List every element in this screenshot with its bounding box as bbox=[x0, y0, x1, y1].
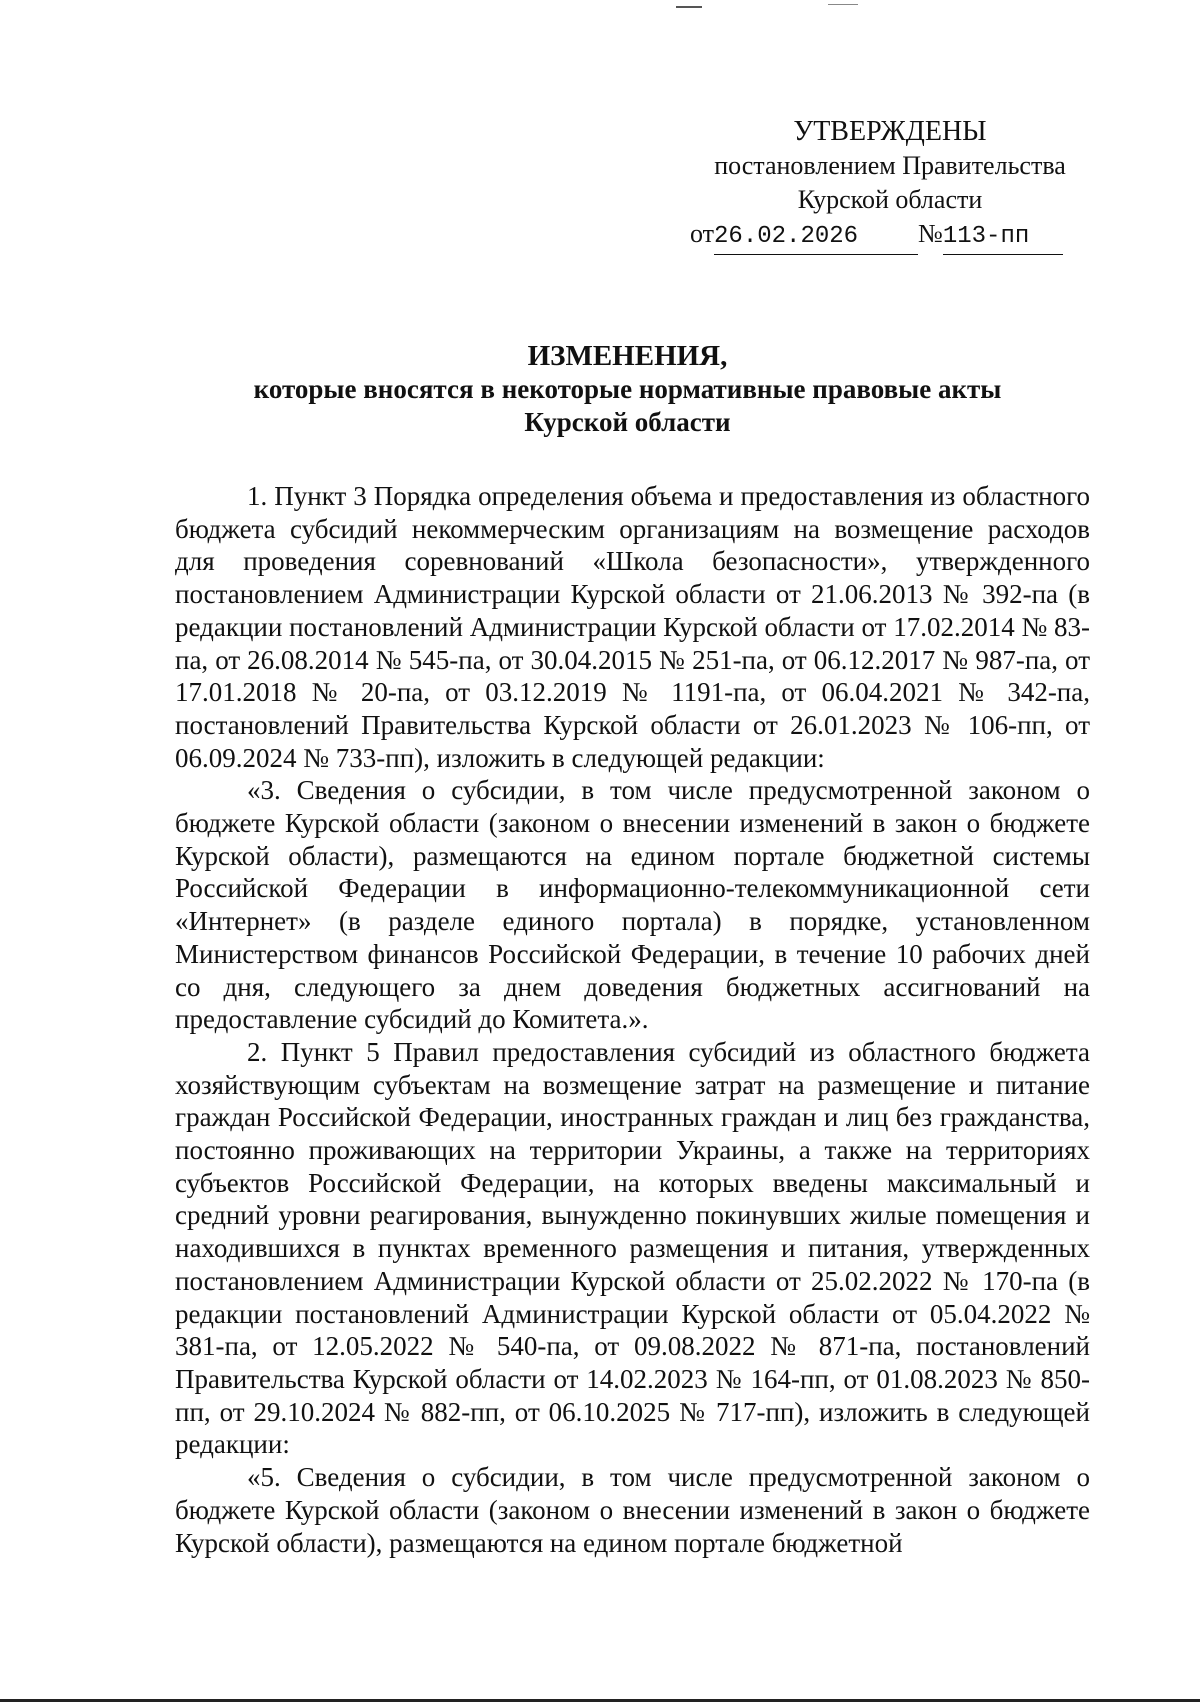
document-body bbox=[175, 480, 1090, 1559]
approval-date: 26.02.2026 bbox=[714, 223, 859, 250]
number-field bbox=[943, 217, 1063, 255]
approval-line-1: постановлением Правительства bbox=[714, 151, 1066, 180]
heading-subtitle-2: Курской области bbox=[524, 407, 731, 437]
paragraph-2: «3. Сведения о субсидии, в том числе предусмотренной законом о бюджете Курской области (законом о внесении изменений в закон о бюджете Курской области), размещаются на едином портале бюджетной системы Российской Федерации в информационно-телекоммуникационной сети «Интернет» (в разделе единого портала) в порядке, установленном Министерством финансов Российской Федерации, в течение 10 рабочих дней со дня, следующего за днем доведения бюджетных ассигнований на предоставление субсидий до Комитета.». bbox=[175, 775, 1090, 1035]
scan-artifact bbox=[828, 4, 858, 5]
paragraph-1: 1. Пункт 3 Порядка определения объема и предоставления из областного бюджета субсидий некоммерческим организациям на возмещение расходов для проведения соревнований «Школа безопасности», утвержденного постановлением Администрации Курской области от 21.06.2013 № 392-па (в редакции постановлений Администрации Курской области от 17.02.2014 № 83-па, от 26.08.2014 № 545-па, от 30.04.2015 № 251-па, от 06.12.2017 № 987-па, от 17.01.2018 № 20-па, от 03.12.2019 № 1191-па, от 06.04.2021 № 342-па, постановлений Правительства Курской области от 26.01.2023 № 106-пп, от 06.09.2024 № 733-пп), изложить в следующей редакции: bbox=[175, 481, 1090, 773]
document-heading bbox=[175, 340, 1080, 439]
paragraph-4: «5. Сведения о субсидии, в том числе предусмотренной законом о бюджете Курской области (законом о внесении изменений в закон о бюджете Курской области), размещаются на едином портале бюджетной bbox=[175, 1462, 1090, 1558]
heading-subtitle-1: которые вносятся в некоторые нормативные правовые акты bbox=[253, 374, 1002, 404]
paragraph-3: 2. Пункт 5 Правил предоставления субсидий из областного бюджета хозяйствующим субъектам на возмещение затрат на размещение и питание граждан Российской Федерации, иностранных граждан и лиц без гражданства, постоянно проживающих на территории Украины, а также на территориях субъектов Российской Федерации, на которых введены максимальный и средний уровни реагирования, вынужденно покинувших жилые помещения и находившихся в пунктах временного размещения и питания, утвержденных постановлением Администрации Курской области от 25.02.2022 № 170-па (в редакции постановлений Администрации Курской области от 05.04.2022 № 381-па, от 12.05.2022 № 540-па, от 09.08.2022 № 871-па, постановлений Правительства Курской области от 14.02.2023 № 164-пп, от 01.08.2023 № 850-пп, от 29.10.2024 № 882-пп, от 06.10.2025 № 717-пп), изложить в следующей редакции: bbox=[175, 1036, 1090, 1460]
approval-line-2: Курской области bbox=[797, 185, 983, 214]
date-field bbox=[714, 217, 918, 255]
approval-title: УТВЕРЖДЕНЫ bbox=[793, 116, 987, 147]
scan-artifact bbox=[676, 6, 702, 8]
number-prefix: № bbox=[918, 219, 943, 248]
approval-block bbox=[690, 115, 1090, 255]
date-prefix: от bbox=[690, 219, 715, 248]
approval-date-number bbox=[690, 217, 1090, 255]
heading-title: ИЗМЕНЕНИЯ, bbox=[527, 340, 728, 372]
approval-number: 113-пп bbox=[942, 223, 1030, 250]
